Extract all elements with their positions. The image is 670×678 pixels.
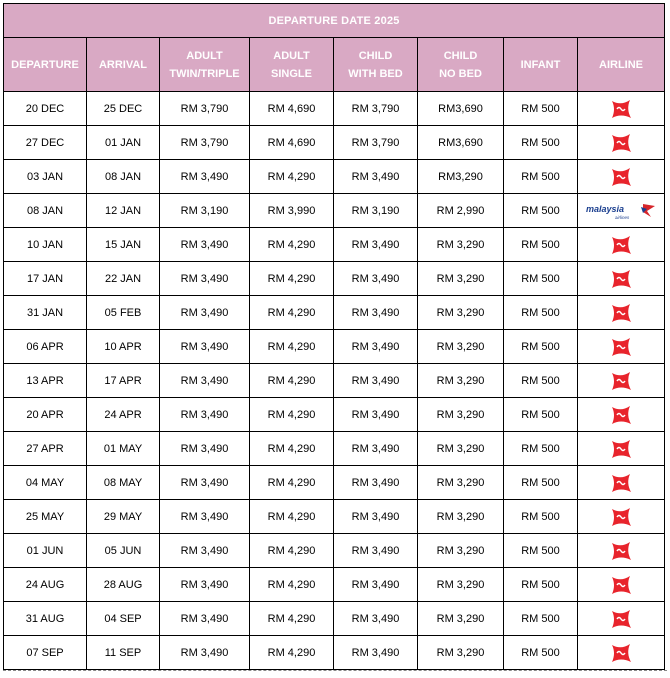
infant-price: RM 500 [504,330,578,364]
adult-twin-price: RM 3,490 [160,534,250,568]
infant-price: RM 500 [504,194,578,228]
column-header-child-with-bed [334,38,418,92]
child-nobed-price: RM3,690 [418,126,504,160]
airline-cell [578,296,665,330]
adult-single-price: RM 4,290 [250,228,334,262]
infant-price: RM 500 [504,568,578,602]
child-nobed-price: RM 3,290 [418,534,504,568]
airasia-logo-icon [608,96,634,122]
departure-cell: 20 DEC [4,92,87,126]
departure-cell: 20 APR [4,398,87,432]
child-bed-price: RM 3,490 [334,228,418,262]
adult-single-price: RM 4,290 [250,568,334,602]
adult-twin-price: RM 3,490 [160,296,250,330]
column-header-line2: WITH BED [348,67,403,80]
table-row [4,636,665,670]
column-header-line1: AIRLINE [599,58,644,71]
arrival-cell: 08 MAY [87,466,160,500]
child-bed-price: RM 3,490 [334,466,418,500]
infant-price: RM 500 [504,296,578,330]
infant-price: RM 500 [504,500,578,534]
airline-cell [578,500,665,534]
table-row [4,500,665,534]
departure-cell: 31 AUG [4,602,87,636]
child-bed-price: RM 3,490 [334,568,418,602]
airline-cell [578,194,665,228]
child-nobed-price: RM 3,290 [418,228,504,262]
adult-twin-price: RM 3,790 [160,126,250,160]
table-body [4,92,665,670]
child-nobed-price: RM 3,290 [418,466,504,500]
infant-price: RM 500 [504,602,578,636]
child-bed-price: RM 3,490 [334,432,418,466]
column-header-line1: CHILD [443,49,478,62]
child-bed-price: RM 3,490 [334,160,418,194]
airasia-logo-icon [608,640,634,666]
child-bed-price: RM 3,490 [334,296,418,330]
airasia-logo-icon [608,368,634,394]
departure-cell: 27 DEC [4,126,87,160]
child-bed-price: RM 3,490 [334,534,418,568]
child-bed-price: RM 3,490 [334,330,418,364]
arrival-cell: 22 JAN [87,262,160,296]
adult-twin-price: RM 3,490 [160,466,250,500]
column-header-adult-single [250,38,334,92]
departure-cell: 08 JAN [4,194,87,228]
adult-twin-price: RM 3,490 [160,398,250,432]
departure-price-table [3,3,665,670]
table-title: DEPARTURE DATE 2025 [4,4,665,38]
table-row [4,398,665,432]
adult-single-price: RM 4,690 [250,92,334,126]
arrival-cell: 12 JAN [87,194,160,228]
child-bed-price: RM 3,490 [334,364,418,398]
airline-cell [578,466,665,500]
arrival-cell: 24 APR [87,398,160,432]
airasia-logo-icon [608,164,634,190]
column-header-adult-twin-triple [160,38,250,92]
column-header-line2: NO BED [439,67,482,80]
airline-cell [578,432,665,466]
adult-twin-price: RM 3,490 [160,568,250,602]
airasia-logo-icon [608,130,634,156]
infant-price: RM 500 [504,534,578,568]
airline-cell [578,602,665,636]
child-nobed-price: RM3,690 [418,92,504,126]
table-header-row [4,38,665,92]
departure-cell: 10 JAN [4,228,87,262]
child-bed-price: RM 3,190 [334,194,418,228]
departure-cell: 07 SEP [4,636,87,670]
departure-cell: 31 JAN [4,296,87,330]
adult-twin-price: RM 3,490 [160,262,250,296]
table-row [4,534,665,568]
child-nobed-price: RM 3,290 [418,330,504,364]
airline-cell [578,228,665,262]
table-row [4,602,665,636]
departure-cell: 03 JAN [4,160,87,194]
airline-cell [578,92,665,126]
infant-price: RM 500 [504,92,578,126]
infant-price: RM 500 [504,432,578,466]
table-row [4,194,665,228]
child-bed-price: RM 3,490 [334,636,418,670]
infant-price: RM 500 [504,228,578,262]
table-row [4,296,665,330]
column-header-line1: ADULT [273,49,310,62]
infant-price: RM 500 [504,466,578,500]
airasia-logo-icon [608,538,634,564]
table-row [4,160,665,194]
child-nobed-price: RM 3,290 [418,398,504,432]
adult-single-price: RM 4,290 [250,296,334,330]
svg-text:airlines: airlines [615,214,630,220]
adult-twin-price: RM 3,490 [160,636,250,670]
child-nobed-price: RM 3,290 [418,296,504,330]
adult-twin-price: RM 3,490 [160,602,250,636]
airline-cell [578,262,665,296]
airasia-logo-icon [608,504,634,530]
table-row [4,126,665,160]
arrival-cell: 29 MAY [87,500,160,534]
arrival-cell: 05 FEB [87,296,160,330]
table-row [4,364,665,398]
table-row [4,568,665,602]
airasia-logo-icon [608,606,634,632]
infant-price: RM 500 [504,364,578,398]
arrival-cell: 17 APR [87,364,160,398]
adult-single-price: RM 4,290 [250,432,334,466]
column-header-arrival [87,38,160,92]
airasia-logo-icon [608,402,634,428]
column-header-line2: TWIN/TRIPLE [169,67,240,80]
arrival-cell: 11 SEP [87,636,160,670]
table-row [4,262,665,296]
arrival-cell: 01 JAN [87,126,160,160]
table-row [4,330,665,364]
adult-single-price: RM 4,290 [250,500,334,534]
child-nobed-price: RM 3,290 [418,602,504,636]
departure-cell: 25 MAY [4,500,87,534]
column-header-infant [504,38,578,92]
departure-cell: 06 APR [4,330,87,364]
arrival-cell: 08 JAN [87,160,160,194]
arrival-cell: 05 JUN [87,534,160,568]
arrival-cell: 04 SEP [87,602,160,636]
airasia-logo-icon [608,232,634,258]
airline-cell [578,568,665,602]
child-nobed-price: RM 3,290 [418,636,504,670]
departure-cell: 17 JAN [4,262,87,296]
airasia-logo-icon [608,572,634,598]
airasia-logo-icon [608,436,634,462]
column-header-airline [578,38,665,92]
table-row [4,432,665,466]
column-header-line1: CHILD [358,49,393,62]
departure-cell: 04 MAY [4,466,87,500]
column-header-line1: ADULT [186,49,223,62]
departure-cell: 13 APR [4,364,87,398]
child-bed-price: RM 3,490 [334,398,418,432]
adult-twin-price: RM 3,490 [160,432,250,466]
adult-single-price: RM 4,290 [250,636,334,670]
child-nobed-price: RM 3,290 [418,364,504,398]
airasia-logo-icon [608,470,634,496]
svg-text:malaysia: malaysia [586,203,625,214]
adult-single-price: RM 4,290 [250,602,334,636]
adult-single-price: RM 4,290 [250,330,334,364]
adult-single-price: RM 4,290 [250,398,334,432]
arrival-cell: 28 AUG [87,568,160,602]
child-bed-price: RM 3,490 [334,262,418,296]
table-row [4,228,665,262]
airline-cell [578,126,665,160]
child-bed-price: RM 3,790 [334,126,418,160]
adult-twin-price: RM 3,790 [160,92,250,126]
departure-cell: 24 AUG [4,568,87,602]
departure-table-container [3,3,667,670]
table-row [4,92,665,126]
child-nobed-price: RM 3,290 [418,262,504,296]
adult-twin-price: RM 3,190 [160,194,250,228]
arrival-cell: 25 DEC [87,92,160,126]
adult-single-price: RM 4,290 [250,364,334,398]
airline-cell [578,534,665,568]
column-header-line2: SINGLE [271,67,312,80]
airasia-logo-icon [608,334,634,360]
arrival-cell: 01 MAY [87,432,160,466]
child-nobed-price: RM 2,990 [418,194,504,228]
column-header-line1: ARRIVAL [98,58,148,71]
child-nobed-price: RM 3,290 [418,500,504,534]
airasia-logo-icon [608,300,634,326]
child-nobed-price: RM3,290 [418,160,504,194]
airline-cell [578,364,665,398]
infant-price: RM 500 [504,636,578,670]
departure-cell: 27 APR [4,432,87,466]
infant-price: RM 500 [504,262,578,296]
airline-cell [578,398,665,432]
airline-cell [578,636,665,670]
table-title-row [4,4,665,38]
adult-twin-price: RM 3,490 [160,364,250,398]
infant-price: RM 500 [504,126,578,160]
column-header-line1: INFANT [520,58,561,71]
adult-twin-price: RM 3,490 [160,228,250,262]
malaysia-airlines-logo-icon [585,201,657,221]
infant-price: RM 500 [504,160,578,194]
adult-twin-price: RM 3,490 [160,500,250,534]
child-bed-price: RM 3,790 [334,92,418,126]
adult-single-price: RM 3,990 [250,194,334,228]
adult-single-price: RM 4,290 [250,262,334,296]
airasia-logo-icon [608,266,634,292]
child-nobed-price: RM 3,290 [418,568,504,602]
table-row [4,466,665,500]
adult-single-price: RM 4,290 [250,160,334,194]
adult-twin-price: RM 3,490 [160,160,250,194]
departure-cell: 01 JUN [4,534,87,568]
airline-cell [578,160,665,194]
adult-twin-price: RM 3,490 [160,330,250,364]
adult-single-price: RM 4,290 [250,466,334,500]
column-header-departure [4,38,87,92]
arrival-cell: 15 JAN [87,228,160,262]
adult-single-price: RM 4,290 [250,534,334,568]
child-bed-price: RM 3,490 [334,500,418,534]
child-bed-price: RM 3,490 [334,602,418,636]
column-header-line1: DEPARTURE [11,58,79,71]
adult-single-price: RM 4,690 [250,126,334,160]
page-break-line [3,670,667,671]
airline-cell [578,330,665,364]
child-nobed-price: RM 3,290 [418,432,504,466]
infant-price: RM 500 [504,398,578,432]
arrival-cell: 10 APR [87,330,160,364]
column-header-child-no-bed [418,38,504,92]
